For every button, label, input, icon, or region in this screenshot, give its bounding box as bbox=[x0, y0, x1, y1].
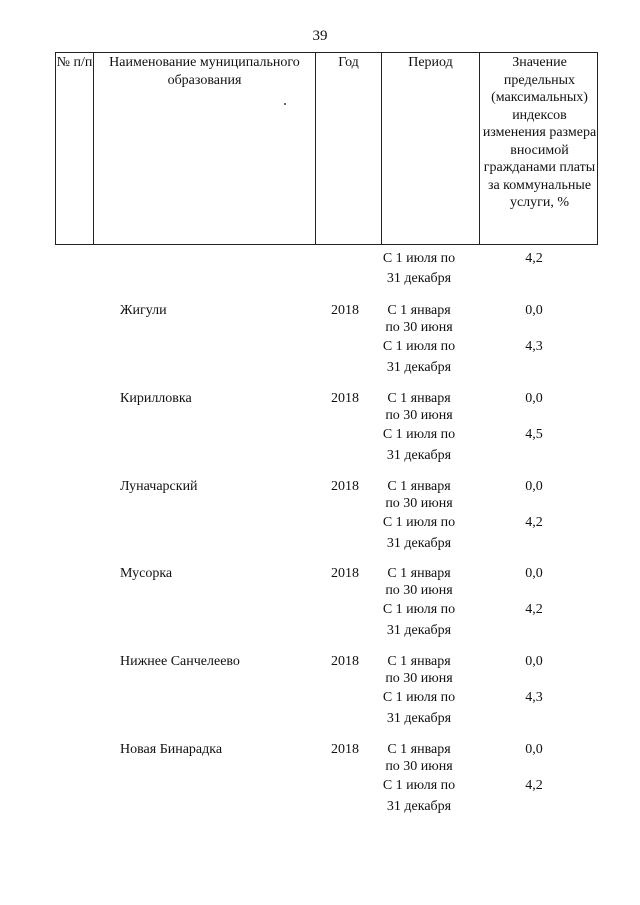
continuation-period-line2: 31 декабря bbox=[386, 271, 452, 286]
value-second-half: 4,2 bbox=[525, 778, 543, 793]
header-period bbox=[382, 53, 480, 244]
header-year-label: Год bbox=[338, 55, 359, 70]
period-second-half-line1: С 1 июля по bbox=[382, 778, 456, 793]
municipality-name: Новая Бинарадка bbox=[120, 742, 223, 757]
continuation-period-line1: С 1 июля по bbox=[382, 251, 456, 266]
period-second-half-line1: С 1 июля по bbox=[382, 427, 456, 442]
value-first-half: 0,0 bbox=[525, 479, 543, 494]
value-first-half: 0,0 bbox=[525, 303, 543, 318]
year-cell: 2018 bbox=[331, 742, 359, 757]
year-cell: 2018 bbox=[331, 391, 359, 406]
year-cell: 2018 bbox=[331, 654, 359, 669]
period-second-half-line2: 31 декабря bbox=[386, 799, 452, 814]
table-header bbox=[55, 52, 598, 245]
municipality-name: Жигули bbox=[120, 303, 167, 318]
value-second-half: 4,2 bbox=[525, 515, 543, 530]
period-second-half-line2: 31 декабря bbox=[386, 360, 452, 375]
period-second-half-line1: С 1 июля по bbox=[382, 602, 456, 617]
page-number: 39 bbox=[312, 28, 328, 44]
period-first-half-line1: С 1 января bbox=[387, 566, 451, 581]
period-first-half-line1: С 1 января bbox=[387, 742, 451, 757]
period-second-half-line2: 31 декабря bbox=[386, 448, 452, 463]
header-value-label: Значение предельных (максимальных) индексов изменения размера вносимой гражданами платы за коммунальные услуги, % bbox=[482, 55, 597, 210]
value-first-half: 0,0 bbox=[525, 391, 543, 406]
value-first-half: 0,0 bbox=[525, 742, 543, 757]
header-row-number bbox=[56, 53, 94, 244]
period-first-half-line2: по 30 июня bbox=[385, 583, 453, 598]
header-municipality bbox=[94, 53, 316, 244]
year-cell: 2018 bbox=[331, 566, 359, 581]
municipality-name: Нижнее Санчелеево bbox=[120, 654, 240, 669]
year-cell: 2018 bbox=[331, 479, 359, 494]
period-first-half-line2: по 30 июня bbox=[385, 496, 453, 511]
period-first-half-line2: по 30 июня bbox=[385, 320, 453, 335]
value-first-half: 0,0 bbox=[525, 654, 543, 669]
header-municipality-label: Наименование муниципального образования bbox=[109, 55, 300, 88]
period-second-half-line2: 31 декабря bbox=[386, 623, 452, 638]
value-second-half: 4,3 bbox=[525, 690, 543, 705]
period-first-half-line1: С 1 января bbox=[387, 654, 451, 669]
period-first-half-line2: по 30 июня bbox=[385, 671, 453, 686]
value-second-half: 4,3 bbox=[525, 339, 543, 354]
continuation-value: 4,2 bbox=[525, 251, 543, 266]
period-first-half-line1: С 1 января bbox=[387, 391, 451, 406]
year-cell: 2018 bbox=[331, 303, 359, 318]
municipality-name: Луначарский bbox=[120, 479, 198, 494]
period-first-half-line1: С 1 января bbox=[387, 303, 451, 318]
header-value bbox=[480, 53, 599, 244]
header-period-label: Период bbox=[408, 55, 453, 70]
header-year bbox=[316, 53, 382, 244]
value-second-half: 4,5 bbox=[525, 427, 543, 442]
header-row-number-label: № п/п bbox=[56, 55, 93, 70]
period-first-half-line1: С 1 января bbox=[387, 479, 451, 494]
municipality-name: Кирилловка bbox=[120, 391, 192, 406]
value-first-half: 0,0 bbox=[525, 566, 543, 581]
scan-speck bbox=[284, 103, 286, 105]
municipality-name: Мусорка bbox=[120, 566, 173, 581]
period-second-half-line1: С 1 июля по bbox=[382, 515, 456, 530]
period-first-half-line2: по 30 июня bbox=[385, 759, 453, 774]
period-second-half-line1: С 1 июля по bbox=[382, 690, 456, 705]
period-first-half-line2: по 30 июня bbox=[385, 408, 453, 423]
period-second-half-line1: С 1 июля по bbox=[382, 339, 456, 354]
period-second-half-line2: 31 декабря bbox=[386, 711, 452, 726]
value-second-half: 4,2 bbox=[525, 602, 543, 617]
period-second-half-line2: 31 декабря bbox=[386, 536, 452, 551]
